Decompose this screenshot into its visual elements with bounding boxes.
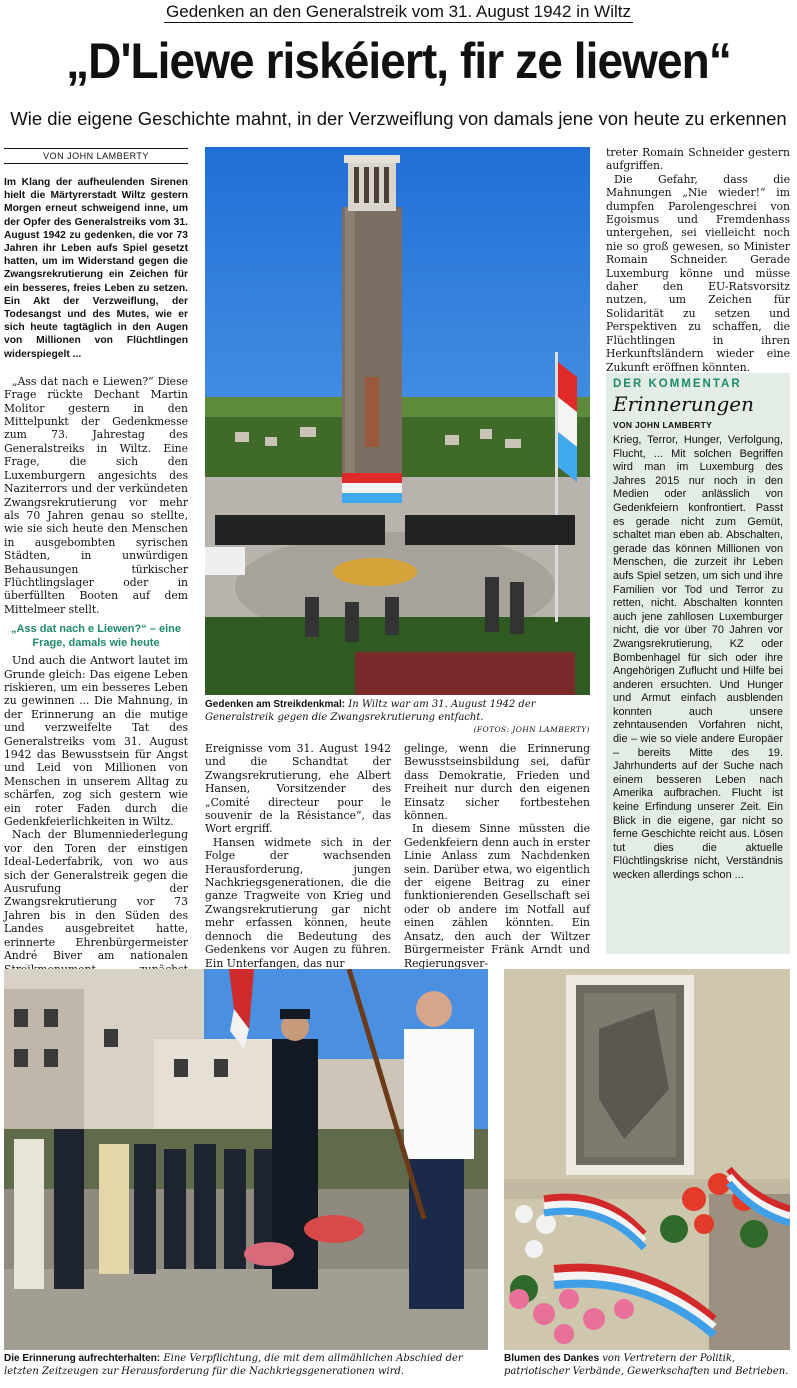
kicker-text: Gedenken an den Generalstreik vom 31. August 1942 in Wiltz (166, 2, 631, 21)
kicker (0, 2, 797, 22)
monument-illustration (205, 147, 590, 695)
column-1 (4, 176, 188, 989)
kommentar-box (606, 373, 790, 954)
photo-ceremony (4, 969, 488, 1350)
column3-paragraph-2: In diesem Sinne müssten die Gedenkfeiern denn auch in erster Linie Anlass zum Nachdenken sein. Darüber etwa, wo eigentlich der eigene Beitrag zu einer funktionierenden Gesellschaft sei oder ob andere im Notfall auf einen zählen könnten. Ein Ansatz, den auch der Wiltzer Bürgermeister Fränk Arndt und Regierungsver- (404, 822, 590, 970)
column2-paragraph-2: Hansen widmete sich in der Folge der wachsenden Herausforderung, jungen Nachkriegsgenerationen, die die ganze Tragweite von Krieg und Zwangsrekrutierung gar nicht mehr erfassen können, heute dennoch die Bedeutung des Gedenkens vor Augen zu führen. Ein Unterfangen, das nur (205, 835, 391, 970)
plaque-illustration (504, 969, 790, 1350)
kommentar-title: Erinnerungen (613, 392, 754, 416)
photo1-caption (205, 699, 590, 737)
kommentar-text: Krieg, Terror, Hunger, Verfolgung, Flucht, ... Mit solchen Begriffen wird man im Luxemburg des Jahres 2015 nur noch in den Medien oder anlässlich von Gedenkfeiern konfrontiert. Passt es gerade nicht zum Gemüt, schaltet man eben ab. Abschalten, gerade das können Millionen von Menschen, die zurzeit ihr Leben aufs Spiel setzen, um sich und ihre Familien vor Tod und Terror zu retten, nicht. Abschalten konnten auch jene zahllosen Luxemburger nicht, die vor über 70 Jahren vor Zwangsrekrutierung, KZ oder Bombenhagel für sich oder ihre Angehörigen Zuflucht und Hilfe bei anderen ersuchten. Und Hunger und Armut einfach ausblenden konnten auch unsere zehntausenden Vorfahren nicht, die – wie so viele andere Europäer – bereits Mitte des 19. Jahrhunderts auf der Suche nach einem besseren Leben nach Amerika aufbrachen. Flucht ist keine Erfindung unserer Zeit. Ein Blick in die eigene, gar nicht so ferne Geschichte reicht aus. Lösen tut dies die aktuelle Flüchtlingskrise nicht, Verständnis wecken allerdings schon ... (613, 434, 783, 881)
photo3-caption (504, 1353, 790, 1378)
column4-paragraph-2: Die Gefahr, dass die Mahnungen „Nie wieder!“ im dumpfen Parolengeschrei von Egoismus und Fremdenhass untergehen, sei vielleicht noch nie so groß gewesen, so Minister Romain Schneider. Gerade Luxemburg könne und müsse daher den EU-Ratsvorsitz nutzen, um Zeichen für Solidarität zu setzen und Perspektiven zu schaffen, die Flüchtlingen in ihren Herkunftsländern wieder eine Zukunft eröffnen könnten. (606, 172, 790, 374)
column-2 (205, 742, 391, 970)
column-4 (606, 146, 790, 374)
photo2-caption (4, 1353, 488, 1378)
column4-paragraph-1: treter Romain Schneider gestern aufgriffen. (606, 146, 790, 173)
photo-credit: (FOTOS: JOHN LAMBERTY) (473, 725, 590, 734)
kommentar-label: DER KOMMENTAR (613, 378, 742, 390)
column-3 (404, 742, 590, 970)
paragraph-3: Nach der Blumenniederlegung vor den Toren der einstigen Ideal-Lederfabrik, von wo aus sich der Generalstreik gegen die Ausrufung der Zwangsrekrutierung vor 73 Jahren bis in den Süden des Landes ausgebreitet hatte, erinnerte Ehrenbürgermeister André Biver am nationalen (4, 828, 188, 963)
photo2-caption-text: Eine Verpflichtung, die mit dem allmählichen Abschied der letzten Zeitzeugen zur Herausforderung für die Nachkriegsgenerationen wird. (4, 1353, 463, 1377)
subhead: Wie die eigene Geschichte mahnt, in der Verzweiflung von damals jene von heute zu erkennen (10, 108, 787, 129)
byline: VON JOHN LAMBERTY (4, 148, 188, 164)
photo3-caption-lead: Blumen des Dankes (504, 1353, 600, 1364)
photo-plaque (504, 969, 790, 1350)
ceremony-illustration (4, 969, 488, 1350)
paragraph-1: „Ass dat nach e Liewen?“ Diese Frage rückte Dechant Martin Molitor gestern in den Mittelpunkt der Gedenkmesse zum 73. Jahrestag des Generalstreiks in Wiltz. Eine Frage, die sich den Luxemburgern angesichts des Naziterrors und der verkündeten Zwangsrekrutierung vor mehr als 70 Jahren genau so stellte, wie sie sich heute den Menschen in ausgebombten syrischen Städten, in unwürdigen Behausungen türkischer Flüchtlingslager oder in überfüllten Booten auf dem Mittelmeer stellt. (4, 374, 188, 616)
photo3-caption-text: von Vertretern der Politik, patriotischer Verbände, Gewerkschaften und Betrieben. (504, 1353, 789, 1377)
photo1-caption-lead: Gedenken am Streikdenkmal: (205, 699, 346, 710)
kommentar-byline: VON JOHN LAMBERTY (613, 420, 713, 430)
photo1-caption-text: In Wiltz war am 31. August 1942 der Generalstreik gegen die Zwangsrekrutierung entfacht. (205, 699, 536, 723)
headline: „D'Liewe riskéiert, fir ze liewen“ (66, 33, 731, 89)
photo-monument (205, 147, 590, 695)
paragraph-2: Und auch die Antwort lautet im Grunde gleich: Das eigene Leben riskieren, um ein besseres Leben zu gewinnen ... Die Mahnung, in der Erinnerung an die mutige und verzweifelte Tat des Generalstreiks vom 31. August 1942 das Bewusstsein für Angst und Leid von Millionen von Menschen in unserem Alltag zu schärfen, zog sich gestern wie ein roter Faden durch die Gedenkfeierlichkeiten in Wiltz. (4, 654, 188, 829)
column2-paragraph-1: Ereignisse vom 31. August 1942 und die Schandtat der Zwangsrekrutierung, ehe Albert Hansen, Vorsitzender des „Comité directeur pour le souvenir de la Résistance“, das Wort ergriff. (205, 742, 391, 836)
photo2-caption-lead: Die Erinnerung aufrechterhalten: (4, 1353, 161, 1364)
crosshead: „Ass dat nach e Liewen?“ – eine Frage, damals wie heute (11, 623, 181, 650)
column3-paragraph-1: gelinge, wenn die Erinnerung Bewusstseinsbildung sei, dafür dass Demokratie, Frieden und Freiheit nur durch den eigenen Einsatz sicher fortbestehen können. (404, 742, 590, 823)
lead-paragraph: Im Klang der aufheulenden Sirenen hielt die Märtyrerstadt Wiltz gestern Morgen erneut schweigend inne, um der Opfer des Generalstreiks vom 31. August 1942 zu gedenken, die vor 73 Jahren ihr Leben aufs Spiel gesetzt hatten, um im Widerstand gegen die Zwangsrekrutierung ein Zeichen für ein besseres, freies Leben zu setzen. Ein Akt der Verzweiflung, der Todesangst und des Mutes, wie er sich heute tagtäglich in den Augen von Millionen von Flüchtlingen widerspiegelt ... (4, 177, 188, 360)
